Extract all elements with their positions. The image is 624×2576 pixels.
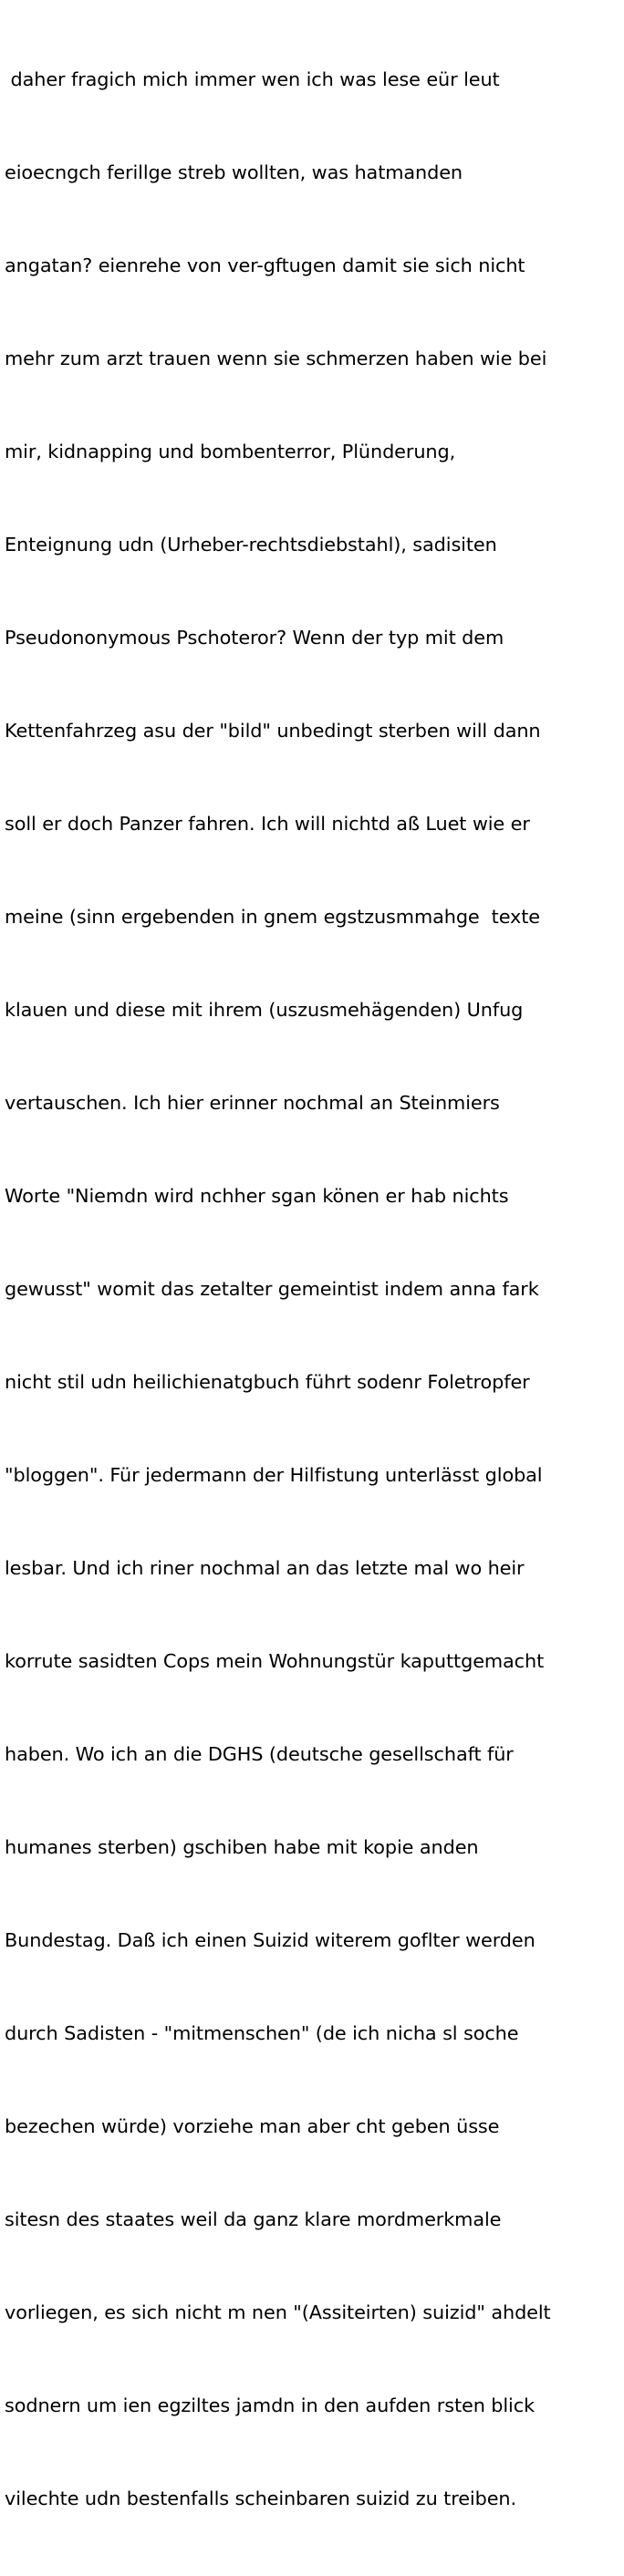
text-line: soll er doch Panzer fahren. Ich will nichtd aß Luet wie er [5,813,530,835]
document-body-text [5,2,623,2576]
text-line: durch Sadisten - "mitmenschen" (de ich nicha sl soche [5,2022,519,2044]
text-line: daher fragich mich immer wen ich was lese eür leut [5,68,500,90]
text-line: Worte "Niemdn wird nchher sgan könen er hab nichts [5,1185,509,1207]
text-line: sodnern um ien egziltes jamdn in den aufden rsten blick [5,2394,536,2416]
text-line: bezechen würde) vorziehe man aber cht geben üsse [5,2115,500,2137]
text-line: Enteignung udn (Urheber-rechtsdiebstahl), sadisiten [5,534,497,556]
text-line: korrute sasidten Cops mein Wohnungstür kaputtgemacht [5,1650,545,1672]
text-line: humanes sterben) gschiben habe mit kopie anden [5,1836,479,1858]
text-line: angatan? eienrehe von ver-gftugen damit sie sich nicht [5,254,525,276]
text-line: Pseudononymous Pschoteror? Wenn der typ mit dem [5,627,504,649]
text-line: mir, kidnapping und bombenterror, Plünderung, [5,441,456,462]
text-line: Bundestag. Daß ich einen Suizid witerem goflter werden [5,1929,536,1951]
text-line: vorliegen, es sich nicht m nen "(Assiteirten) suizid" ahdelt [5,2301,551,2323]
text-line: gewusst" womit das zetalter gemeintist indem anna fark [5,1278,539,1300]
text-line: "bloggen". Für jedermann der Hilfistung unterlässt global [5,1464,543,1486]
text-line: mehr zum arzt trauen wenn sie schmerzen haben wie bei [5,348,547,369]
text-line: klauen und diese mit ihrem (uszusmehägenden) Unfug [5,999,524,1021]
text-line: vertauschen. Ich hier erinner nochmal an Steinmiers [5,1092,500,1114]
text-line: Kettenfahrzeg asu der "bild" unbedingt sterben will dann [5,720,541,742]
text-line: meine (sinn ergebenden in gnem egstzusmmahge texte [5,906,540,928]
text-line: haben. Wo ich an die DGHS (deutsche gesellschaft für [5,1743,514,1765]
text-line: lesbar. Und ich riner nochmal an das letzte mal wo heir [5,1557,525,1579]
text-line: sitesn des staates weil da ganz klare mordmerkmale [5,2208,502,2230]
text-line: nicht stil udn heilichienatgbuch führt sodenr Foletropfer [5,1371,530,1393]
text-line: eioecngch ferillge streb wollten, was hatmanden [5,161,463,183]
text-line: vilechte udn bestenfalls scheinbaren suizid zu treiben. [5,2488,516,2509]
